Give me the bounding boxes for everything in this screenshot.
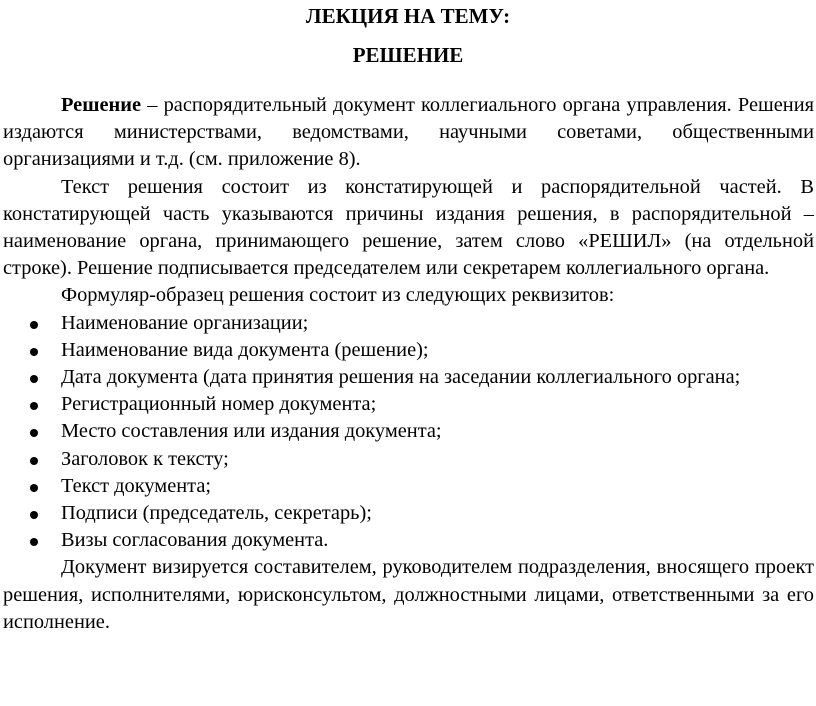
bullet-icon: [30, 321, 38, 329]
bullet-icon: [30, 511, 38, 519]
definition-term: Решение: [61, 94, 142, 116]
definition-text: – распорядительный документ коллегиального органа управления. Решения издаются министерствами, ведомствами, научными советами, общественными организациями и т.д. (см. приложение 8).: [3, 94, 814, 171]
list-item: Дата документа (дата принятия решения на заседании коллегиального органа;: [3, 364, 814, 391]
bullet-icon: [30, 375, 38, 383]
definition-paragraph: [3, 92, 814, 174]
list-item: Наименование организации;: [3, 310, 814, 337]
bullet-icon: [30, 538, 38, 546]
bullet-icon: [30, 457, 38, 465]
approval-paragraph: Документ визируется составителем, руководителем подразделения, вносящего проект решения, исполнителями, юрисконсультом, должностными лицами, ответственными за его исполнение.: [3, 556, 814, 633]
requisites-list: [3, 310, 814, 555]
lecture-title: ЛЕКЦИЯ НА ТЕМУ:: [305, 4, 511, 28]
list-item: Место составления или издания документа;: [3, 418, 814, 445]
list-item: Наименование вида документа (решение);: [3, 337, 814, 364]
bullet-icon: [30, 348, 38, 356]
list-item: Визы согласования документа.: [3, 527, 814, 554]
bullet-icon: [30, 429, 38, 437]
list-item: Заголовок к тексту;: [3, 446, 814, 473]
topic-title: РЕШЕНИЕ: [352, 43, 464, 67]
structure-paragraph: Текст решения состоит из констатирующей и распорядительной частей. В констатирующей часть указываются причины издания решения, в распорядительной – наименование органа, принимающего решение, затем слово «РЕШИЛ» (на отдельной строке). Решение подписывается председателем или секретарем коллегиального органа.: [3, 175, 814, 280]
requisites-intro: Формуляр-образец решения состоит из следующих реквизитов:: [61, 284, 615, 307]
list-item: Подписи (председатель, секретарь);: [3, 500, 814, 527]
bullet-icon: [30, 484, 38, 492]
bullet-icon: [30, 402, 38, 410]
list-item: Текст документа;: [3, 473, 814, 500]
document-body: [3, 92, 814, 636]
list-item: Регистрационный номер документа;: [3, 391, 814, 418]
